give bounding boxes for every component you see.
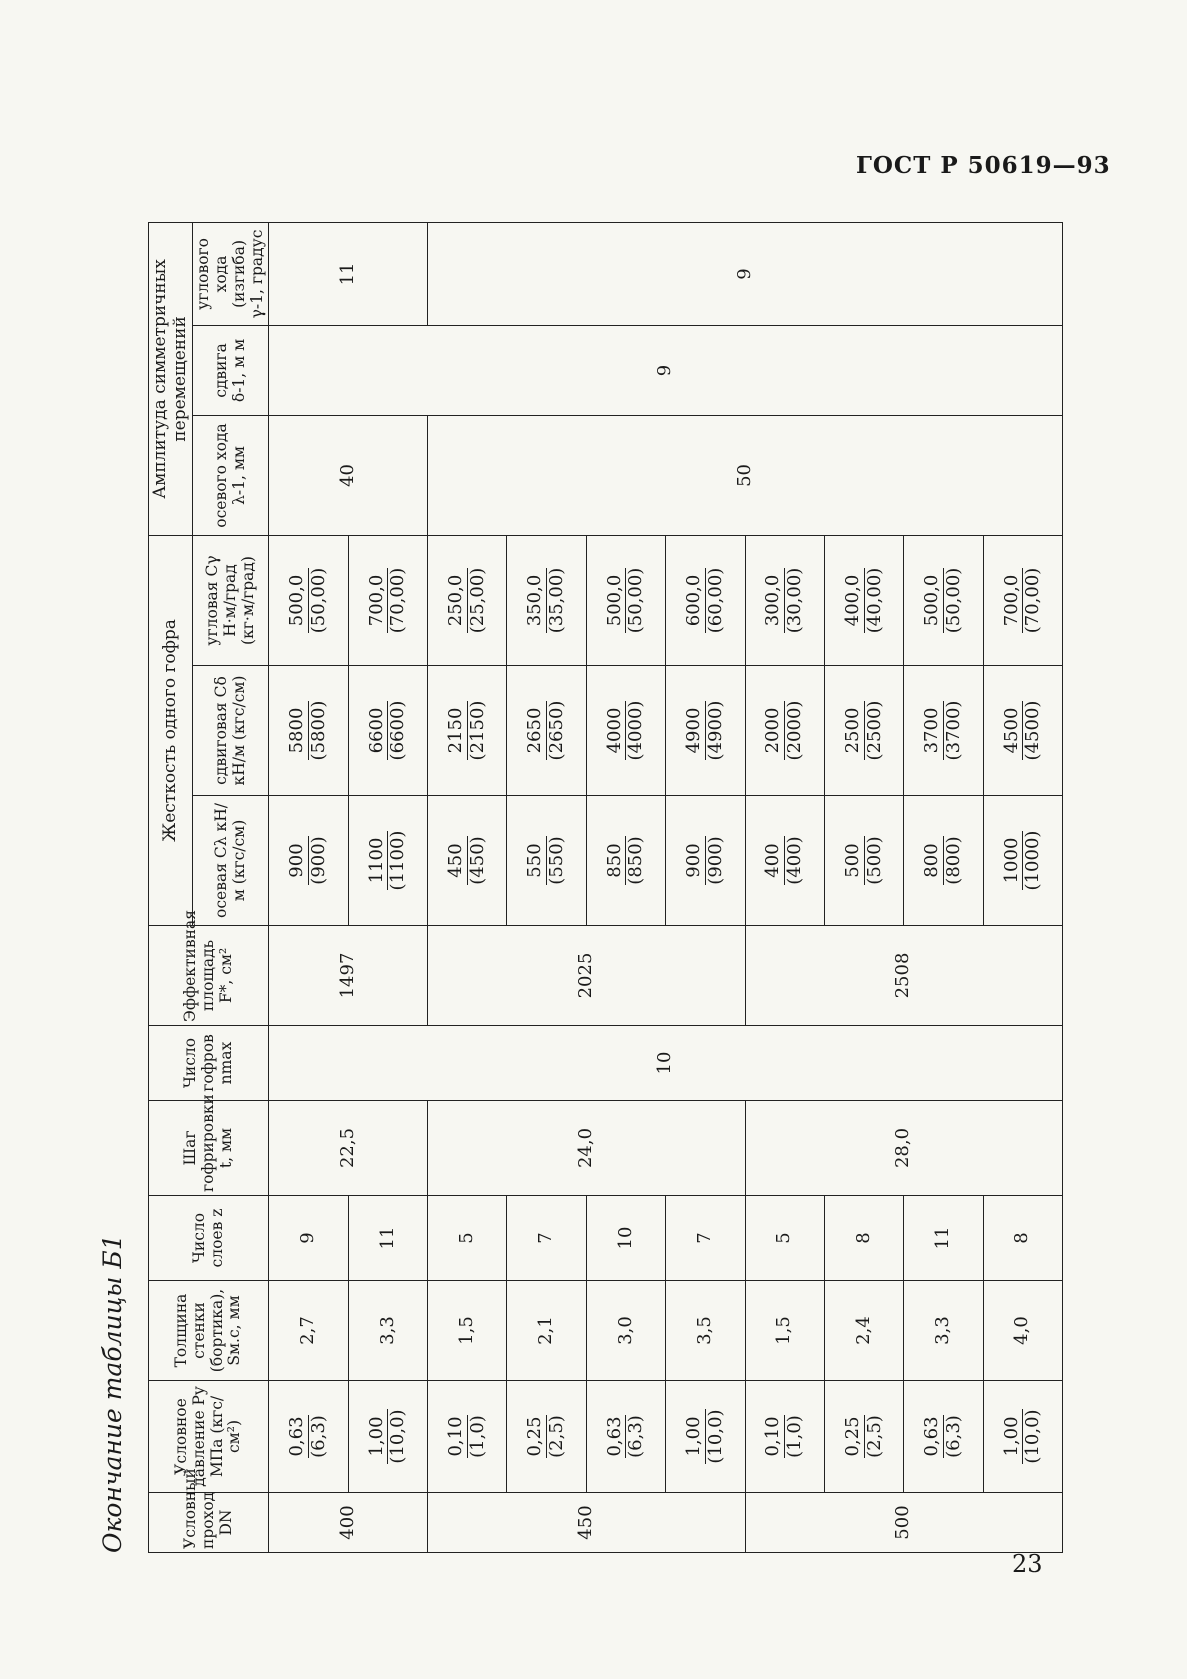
cell-wall: 3,5 <box>666 1281 745 1381</box>
cell-pressure-value-alt: (10,0) <box>1022 1409 1044 1464</box>
cell-pressure <box>983 1381 1062 1493</box>
cell-axial-pair <box>525 799 567 922</box>
cell-amp-angular: 11 <box>269 222 428 325</box>
cell-angular-pair <box>446 539 488 662</box>
cell-pressure-pair <box>525 1384 567 1489</box>
cell-axial-value: 1100 <box>365 837 387 884</box>
cell-shear <box>428 666 507 796</box>
cell-pressure-value: 0,10 <box>445 1416 467 1457</box>
cell-pressure-pair <box>287 1384 329 1489</box>
cell-axial <box>348 796 427 926</box>
cell-wall: 3,0 <box>586 1281 665 1381</box>
cell-wall: 2,1 <box>507 1281 586 1381</box>
cell-axial-value-alt: (400) <box>784 836 806 885</box>
cell-axial-value-alt: (850) <box>625 836 647 885</box>
cell-layers: 5 <box>428 1196 507 1281</box>
col-amp-axial: осевого хода λ-1, мм <box>193 415 269 535</box>
cell-shear-value: 6600 <box>365 707 387 754</box>
cell-pressure-value-alt: (6,3) <box>308 1415 330 1458</box>
cell-wall: 3,3 <box>348 1281 427 1381</box>
cell-shear-value-alt: (2500) <box>863 700 885 761</box>
cell-pressure-value-alt: (2,5) <box>863 1415 885 1458</box>
cell-angular <box>983 535 1062 665</box>
cell-axial-pair <box>287 799 329 922</box>
cell-angular-value: 700,0 <box>365 574 387 627</box>
cell-axial-value: 1000 <box>1000 837 1022 884</box>
cell-shear <box>745 666 824 796</box>
cell-pressure <box>904 1381 983 1493</box>
cell-angular <box>666 535 745 665</box>
cell-angular <box>586 535 665 665</box>
cell-pressure-pair <box>763 1384 805 1489</box>
cell-shear-value-alt: (2150) <box>466 700 488 761</box>
cell-shear-value: 2150 <box>445 707 467 754</box>
cell-axial-value-alt: (550) <box>546 836 568 885</box>
cell-pressure-pair <box>605 1384 647 1489</box>
cell-pressure-value-alt: (1,0) <box>784 1415 806 1458</box>
cell-area: 2508 <box>745 926 1063 1026</box>
cell-amp-axial: 50 <box>428 415 1063 535</box>
cell-pressure-value: 1,00 <box>683 1416 705 1457</box>
cell-angular <box>824 535 903 665</box>
cell-axial <box>983 796 1062 926</box>
cell-shear-pair <box>922 669 964 792</box>
cell-pressure <box>269 1381 348 1493</box>
cell-shear-pair <box>287 669 329 792</box>
cell-pressure-pair <box>1002 1384 1044 1489</box>
cell-angular-value: 500,0 <box>921 574 943 627</box>
col-wall: Толщина стенки (бортика), Sм.с, мм <box>149 1281 269 1381</box>
cell-axial <box>904 796 983 926</box>
cell-angular-value-alt: (70,00) <box>1022 567 1044 634</box>
cell-angular-value-alt: (50,00) <box>942 567 964 634</box>
cell-angular <box>745 535 824 665</box>
table-body <box>269 222 1063 1552</box>
cell-dn: 500 <box>745 1493 1063 1553</box>
cell-pressure <box>348 1381 427 1493</box>
cell-angular-value: 500,0 <box>603 574 625 627</box>
cell-shear-pair <box>843 669 885 792</box>
cell-wall: 2,7 <box>269 1281 348 1381</box>
cell-shear-value: 2650 <box>524 707 546 754</box>
cell-angular-pair <box>1002 539 1044 662</box>
cell-pressure-value: 1,00 <box>1000 1416 1022 1457</box>
cell-shear-value-alt: (2650) <box>546 700 568 761</box>
cell-layers: 7 <box>666 1196 745 1281</box>
cell-pressure-pair <box>446 1384 488 1489</box>
cell-axial <box>507 796 586 926</box>
cell-pressure-value-alt: (10,0) <box>704 1409 726 1464</box>
cell-axial <box>824 796 903 926</box>
cell-pressure-pair <box>367 1384 409 1489</box>
cell-angular-value: 600,0 <box>683 574 705 627</box>
cell-layers: 7 <box>507 1196 586 1281</box>
cell-axial <box>269 796 348 926</box>
cell-axial-value-alt: (500) <box>863 836 885 885</box>
cell-angular-value: 250,0 <box>445 574 467 627</box>
cell-axial-value: 800 <box>921 843 943 878</box>
cell-wall: 2,4 <box>824 1281 903 1381</box>
cell-shear-pair <box>1002 669 1044 792</box>
cell-shear-value: 2000 <box>762 707 784 754</box>
cell-axial-pair <box>367 799 409 922</box>
cell-amp-shear: 9 <box>269 325 1063 415</box>
cell-angular-pair <box>684 539 726 662</box>
cell-angular-pair <box>922 539 964 662</box>
cell-amp-angular: 9 <box>428 222 1063 325</box>
cell-axial-value: 400 <box>762 843 784 878</box>
cell-axial-pair <box>446 799 488 922</box>
cell-angular-value: 350,0 <box>524 574 546 627</box>
col-amp-shear: сдвига δ-1, м м <box>193 325 269 415</box>
cell-axial <box>745 796 824 926</box>
cell-shear <box>348 666 427 796</box>
table-caption: Окончание таблицы Б1 <box>98 1234 127 1553</box>
cell-layers: 8 <box>824 1196 903 1281</box>
cell-shear-value-alt: (4900) <box>704 700 726 761</box>
cell-pressure <box>666 1381 745 1493</box>
cell-shear-value: 5800 <box>286 707 308 754</box>
cell-pressure-value: 0,10 <box>762 1416 784 1457</box>
cell-wall: 1,5 <box>428 1281 507 1381</box>
cell-angular <box>904 535 983 665</box>
table-row <box>428 222 507 1552</box>
cell-axial-value: 850 <box>603 843 625 878</box>
cell-pitch: 22,5 <box>269 1101 428 1196</box>
col-axial: осевая Cλ кН/м (кгс/см) <box>193 796 269 926</box>
cell-axial-value-alt: (900) <box>704 836 726 885</box>
cell-shear-value: 4900 <box>683 707 705 754</box>
cell-pressure-pair <box>922 1384 964 1489</box>
cell-shear-pair <box>684 669 726 792</box>
cell-axial-pair <box>843 799 885 922</box>
cell-shear-pair <box>525 669 567 792</box>
cell-shear-pair <box>367 669 409 792</box>
header-row-1 <box>149 222 193 1552</box>
cell-pressure <box>824 1381 903 1493</box>
col-layers: Число слоев z <box>149 1196 269 1281</box>
col-nmax: Число гофров nmax <box>149 1026 269 1101</box>
cell-axial <box>428 796 507 926</box>
cell-shear-value-alt: (4000) <box>625 700 647 761</box>
cell-axial-value-alt: (1100) <box>387 830 409 891</box>
cell-pressure-value: 1,00 <box>365 1416 387 1457</box>
cell-pressure-value: 0,63 <box>286 1416 308 1457</box>
cell-angular-value-alt: (30,00) <box>784 567 806 634</box>
cell-axial-value: 900 <box>286 843 308 878</box>
cell-pressure-value-alt: (2,5) <box>546 1415 568 1458</box>
col-amp-angular: углового хода (изгиба) γ-1, градус <box>193 222 269 325</box>
cell-angular-value: 700,0 <box>1000 574 1022 627</box>
col-stiffness-group: Жесткость одного гофра <box>149 535 193 925</box>
cell-angular-value-alt: (25,00) <box>466 567 488 634</box>
cell-pressure-value: 0,63 <box>603 1416 625 1457</box>
cell-pressure-pair <box>684 1384 726 1489</box>
cell-shear-pair <box>605 669 647 792</box>
cell-layers: 10 <box>586 1196 665 1281</box>
cell-shear-pair <box>446 669 488 792</box>
col-pitch: Шаг гофрировки t, мм <box>149 1101 269 1196</box>
table-row <box>269 222 348 1552</box>
cell-axial-value: 900 <box>683 843 705 878</box>
cell-shear-value-alt: (3700) <box>942 700 964 761</box>
cell-layers: 8 <box>983 1196 1062 1281</box>
col-amplitude-group: Амплитуда симметричных перемещений <box>149 222 193 535</box>
cell-axial-pair <box>922 799 964 922</box>
cell-shear <box>824 666 903 796</box>
cell-angular-value-alt: (70,00) <box>387 567 409 634</box>
cell-pressure-value: 0,25 <box>524 1416 546 1457</box>
rotated-table-container <box>98 223 1063 1553</box>
cell-axial-pair <box>605 799 647 922</box>
cell-pitch: 28,0 <box>745 1101 1063 1196</box>
cell-shear-value: 4000 <box>603 707 625 754</box>
cell-axial-value-alt: (800) <box>942 836 964 885</box>
col-angular: угловая Cγ Н·м/град (кг·м/град) <box>193 535 269 665</box>
cell-angular-pair <box>843 539 885 662</box>
col-pressure: Условное давление Py МПа (кгс/см²) <box>149 1381 269 1493</box>
cell-angular-value: 300,0 <box>762 574 784 627</box>
cell-wall: 1,5 <box>745 1281 824 1381</box>
cell-shear-pair <box>763 669 805 792</box>
cell-layers: 11 <box>348 1196 427 1281</box>
document-code: ГОСТ Р 50619—93 <box>856 152 1111 179</box>
cell-shear-value-alt: (6600) <box>387 700 409 761</box>
cell-shear <box>507 666 586 796</box>
cell-angular-pair <box>605 539 647 662</box>
cell-layers: 9 <box>269 1196 348 1281</box>
cell-pressure-value-alt: (10,0) <box>387 1409 409 1464</box>
cell-angular-value-alt: (40,00) <box>863 567 885 634</box>
data-table <box>148 222 1063 1553</box>
cell-dn: 400 <box>269 1493 428 1553</box>
cell-axial-pair <box>684 799 726 922</box>
cell-pressure-value-alt: (6,3) <box>942 1415 964 1458</box>
cell-wall: 4,0 <box>983 1281 1062 1381</box>
cell-angular-value-alt: (60,00) <box>704 567 726 634</box>
cell-wall: 3,3 <box>904 1281 983 1381</box>
cell-shear-value-alt: (5800) <box>308 700 330 761</box>
cell-shear-value: 4500 <box>1000 707 1022 754</box>
cell-amp-axial: 40 <box>269 415 428 535</box>
cell-axial-value: 550 <box>524 843 546 878</box>
cell-axial-pair <box>1002 799 1044 922</box>
cell-angular <box>348 535 427 665</box>
cell-axial-value-alt: (1000) <box>1022 830 1044 891</box>
cell-angular-value-alt: (50,00) <box>308 567 330 634</box>
col-shear: сдвиговая Cδ кН/м (кгс/см) <box>193 666 269 796</box>
cell-axial <box>666 796 745 926</box>
cell-angular-pair <box>287 539 329 662</box>
cell-shear-value-alt: (2000) <box>784 700 806 761</box>
cell-angular <box>269 535 348 665</box>
cell-pressure <box>745 1381 824 1493</box>
cell-angular <box>428 535 507 665</box>
cell-layers: 5 <box>745 1196 824 1281</box>
cell-axial-pair <box>763 799 805 922</box>
cell-axial <box>586 796 665 926</box>
col-dn: Условный проход DN <box>149 1493 269 1553</box>
cell-angular-pair <box>525 539 567 662</box>
cell-shear <box>586 666 665 796</box>
cell-pressure-value-alt: (6,3) <box>625 1415 647 1458</box>
cell-angular-value-alt: (35,00) <box>546 567 568 634</box>
cell-nmax: 10 <box>269 1026 1063 1101</box>
cell-pressure <box>428 1381 507 1493</box>
cell-shear-value: 3700 <box>921 707 943 754</box>
cell-shear <box>904 666 983 796</box>
cell-area: 1497 <box>269 926 428 1026</box>
cell-angular-value: 500,0 <box>286 574 308 627</box>
cell-pressure-pair <box>843 1384 885 1489</box>
cell-shear-value: 2500 <box>841 707 863 754</box>
cell-shear <box>269 666 348 796</box>
cell-pressure <box>507 1381 586 1493</box>
cell-pressure <box>586 1381 665 1493</box>
cell-shear <box>666 666 745 796</box>
cell-angular-pair <box>367 539 409 662</box>
cell-shear-value-alt: (4500) <box>1022 700 1044 761</box>
cell-pressure-value: 0,25 <box>841 1416 863 1457</box>
col-area: Эффективная площадь F*, см² <box>149 926 269 1026</box>
cell-angular-value-alt: (50,00) <box>625 567 647 634</box>
cell-area: 2025 <box>428 926 745 1026</box>
cell-pressure-value-alt: (1,0) <box>466 1415 488 1458</box>
cell-axial-value: 450 <box>445 843 467 878</box>
cell-pitch: 24,0 <box>428 1101 745 1196</box>
cell-axial-value-alt: (900) <box>308 836 330 885</box>
cell-axial-value-alt: (450) <box>466 836 488 885</box>
cell-angular-pair <box>763 539 805 662</box>
cell-axial-value: 500 <box>841 843 863 878</box>
cell-dn: 450 <box>428 1493 745 1553</box>
cell-angular-value: 400,0 <box>841 574 863 627</box>
cell-layers: 11 <box>904 1196 983 1281</box>
cell-angular <box>507 535 586 665</box>
cell-pressure-value: 0,63 <box>921 1416 943 1457</box>
cell-shear <box>983 666 1062 796</box>
page-number: 23 <box>1012 1550 1043 1578</box>
